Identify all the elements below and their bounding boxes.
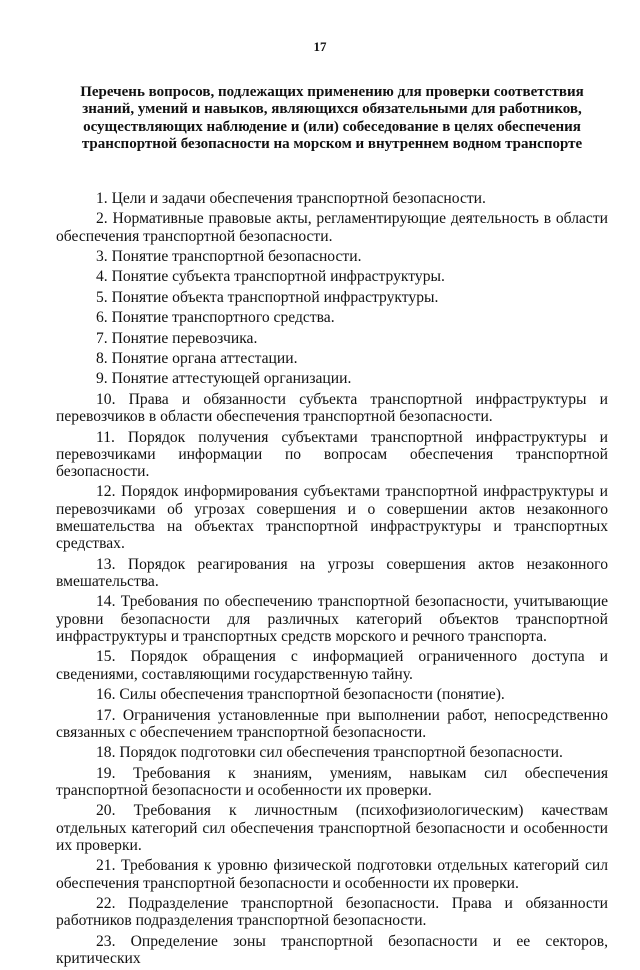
list-item: 14. Требования по обеспечению транспортной безопасности, учитывающие уровни безопасности для различных категорий объектов транспортной инфраструктуры и транспортных средств морского и речного транспорта. — [56, 593, 608, 646]
list-item: 18. Порядок подготовки сил обеспечения транспортной безопасности. — [96, 744, 563, 762]
list-item: 23. Определение зоны транспортной безопасности и ее секторов, критических — [56, 932, 608, 967]
list-item: 8. Понятие органа аттестации. — [96, 350, 298, 368]
list-item: 9. Понятие аттестующей организации. — [96, 370, 352, 388]
list-item: 7. Понятие перевозчика. — [96, 329, 258, 347]
document-title: Перечень вопросов, подлежащих применению для проверки соответствия знаний, умений и навыков, являющихся обязательными для работников, осуществляющих наблюдение и (или) собеседование в целях обеспечения транспортной безопасности на морском и внутреннем водном транспорте — [80, 84, 584, 153]
list-item: 3. Понятие транспортной безопасности. — [96, 248, 362, 266]
list-item: 5. Понятие объекта транспортной инфраструктуры. — [96, 288, 439, 306]
list-item: 13. Порядок реагирования на угрозы совершения актов незаконного вмешательства. — [56, 555, 608, 591]
list-item: 2. Нормативные правовые акты, регламентирующие деятельность в области обеспечения транспортной безопасности. — [56, 210, 608, 245]
question-list — [56, 190, 608, 970]
list-item: 19. Требования к знаниям, умениям, навыкам сил обеспечения транспортной безопасности и особенности их проверки. — [56, 764, 608, 799]
list-item: 16. Силы обеспечения транспортной безопасности (понятие). — [96, 686, 505, 704]
list-item: 11. Порядок получения субъектами транспортной инфраструктуры и перевозчиками информации по вопросам обеспечения транспортной безопасности. — [56, 428, 608, 481]
list-item: 20. Требования к личностным (психофизиологическим) качествам отдельных категорий сил обеспечения транспортной безопасности и особенности их проверки. — [56, 802, 608, 854]
list-item: 6. Понятие транспортного средства. — [96, 309, 335, 327]
list-item: 10. Права и обязанности субъекта транспортной инфраструктуры и перевозчиков в области обеспечения транспортной безопасности. — [56, 390, 608, 426]
list-item: 4. Понятие субъекта транспортной инфраструктуры. — [96, 268, 445, 286]
list-item: 15. Порядок обращения с информацией ограниченного доступа и сведениями, составляющими государственную тайну. — [56, 648, 608, 683]
list-item: 22. Подразделение транспортной безопасности. Права и обязанности работников подразделения транспортной безопасности. — [56, 894, 608, 930]
list-item: 1. Цели и задачи обеспечения транспортной безопасности. — [96, 190, 486, 207]
list-item: 12. Порядок информирования субъектами транспортной инфраструктуры и перевозчиками об угрозах совершения и о совершении актов незаконного вмешательства на объектах транспортной инфраструктуры и транспортных средствах. — [56, 483, 608, 553]
page-number: 17 — [313, 39, 327, 54]
list-item: 21. Требования к уровню физической подготовки отдельных категорий сил обеспечения транспортной безопасности и особенности их проверки. — [56, 857, 608, 892]
list-item: 17. Ограничения установленные при выполнении работ, непосредственно связанных с обеспечением транспортной безопасности. — [56, 706, 608, 741]
